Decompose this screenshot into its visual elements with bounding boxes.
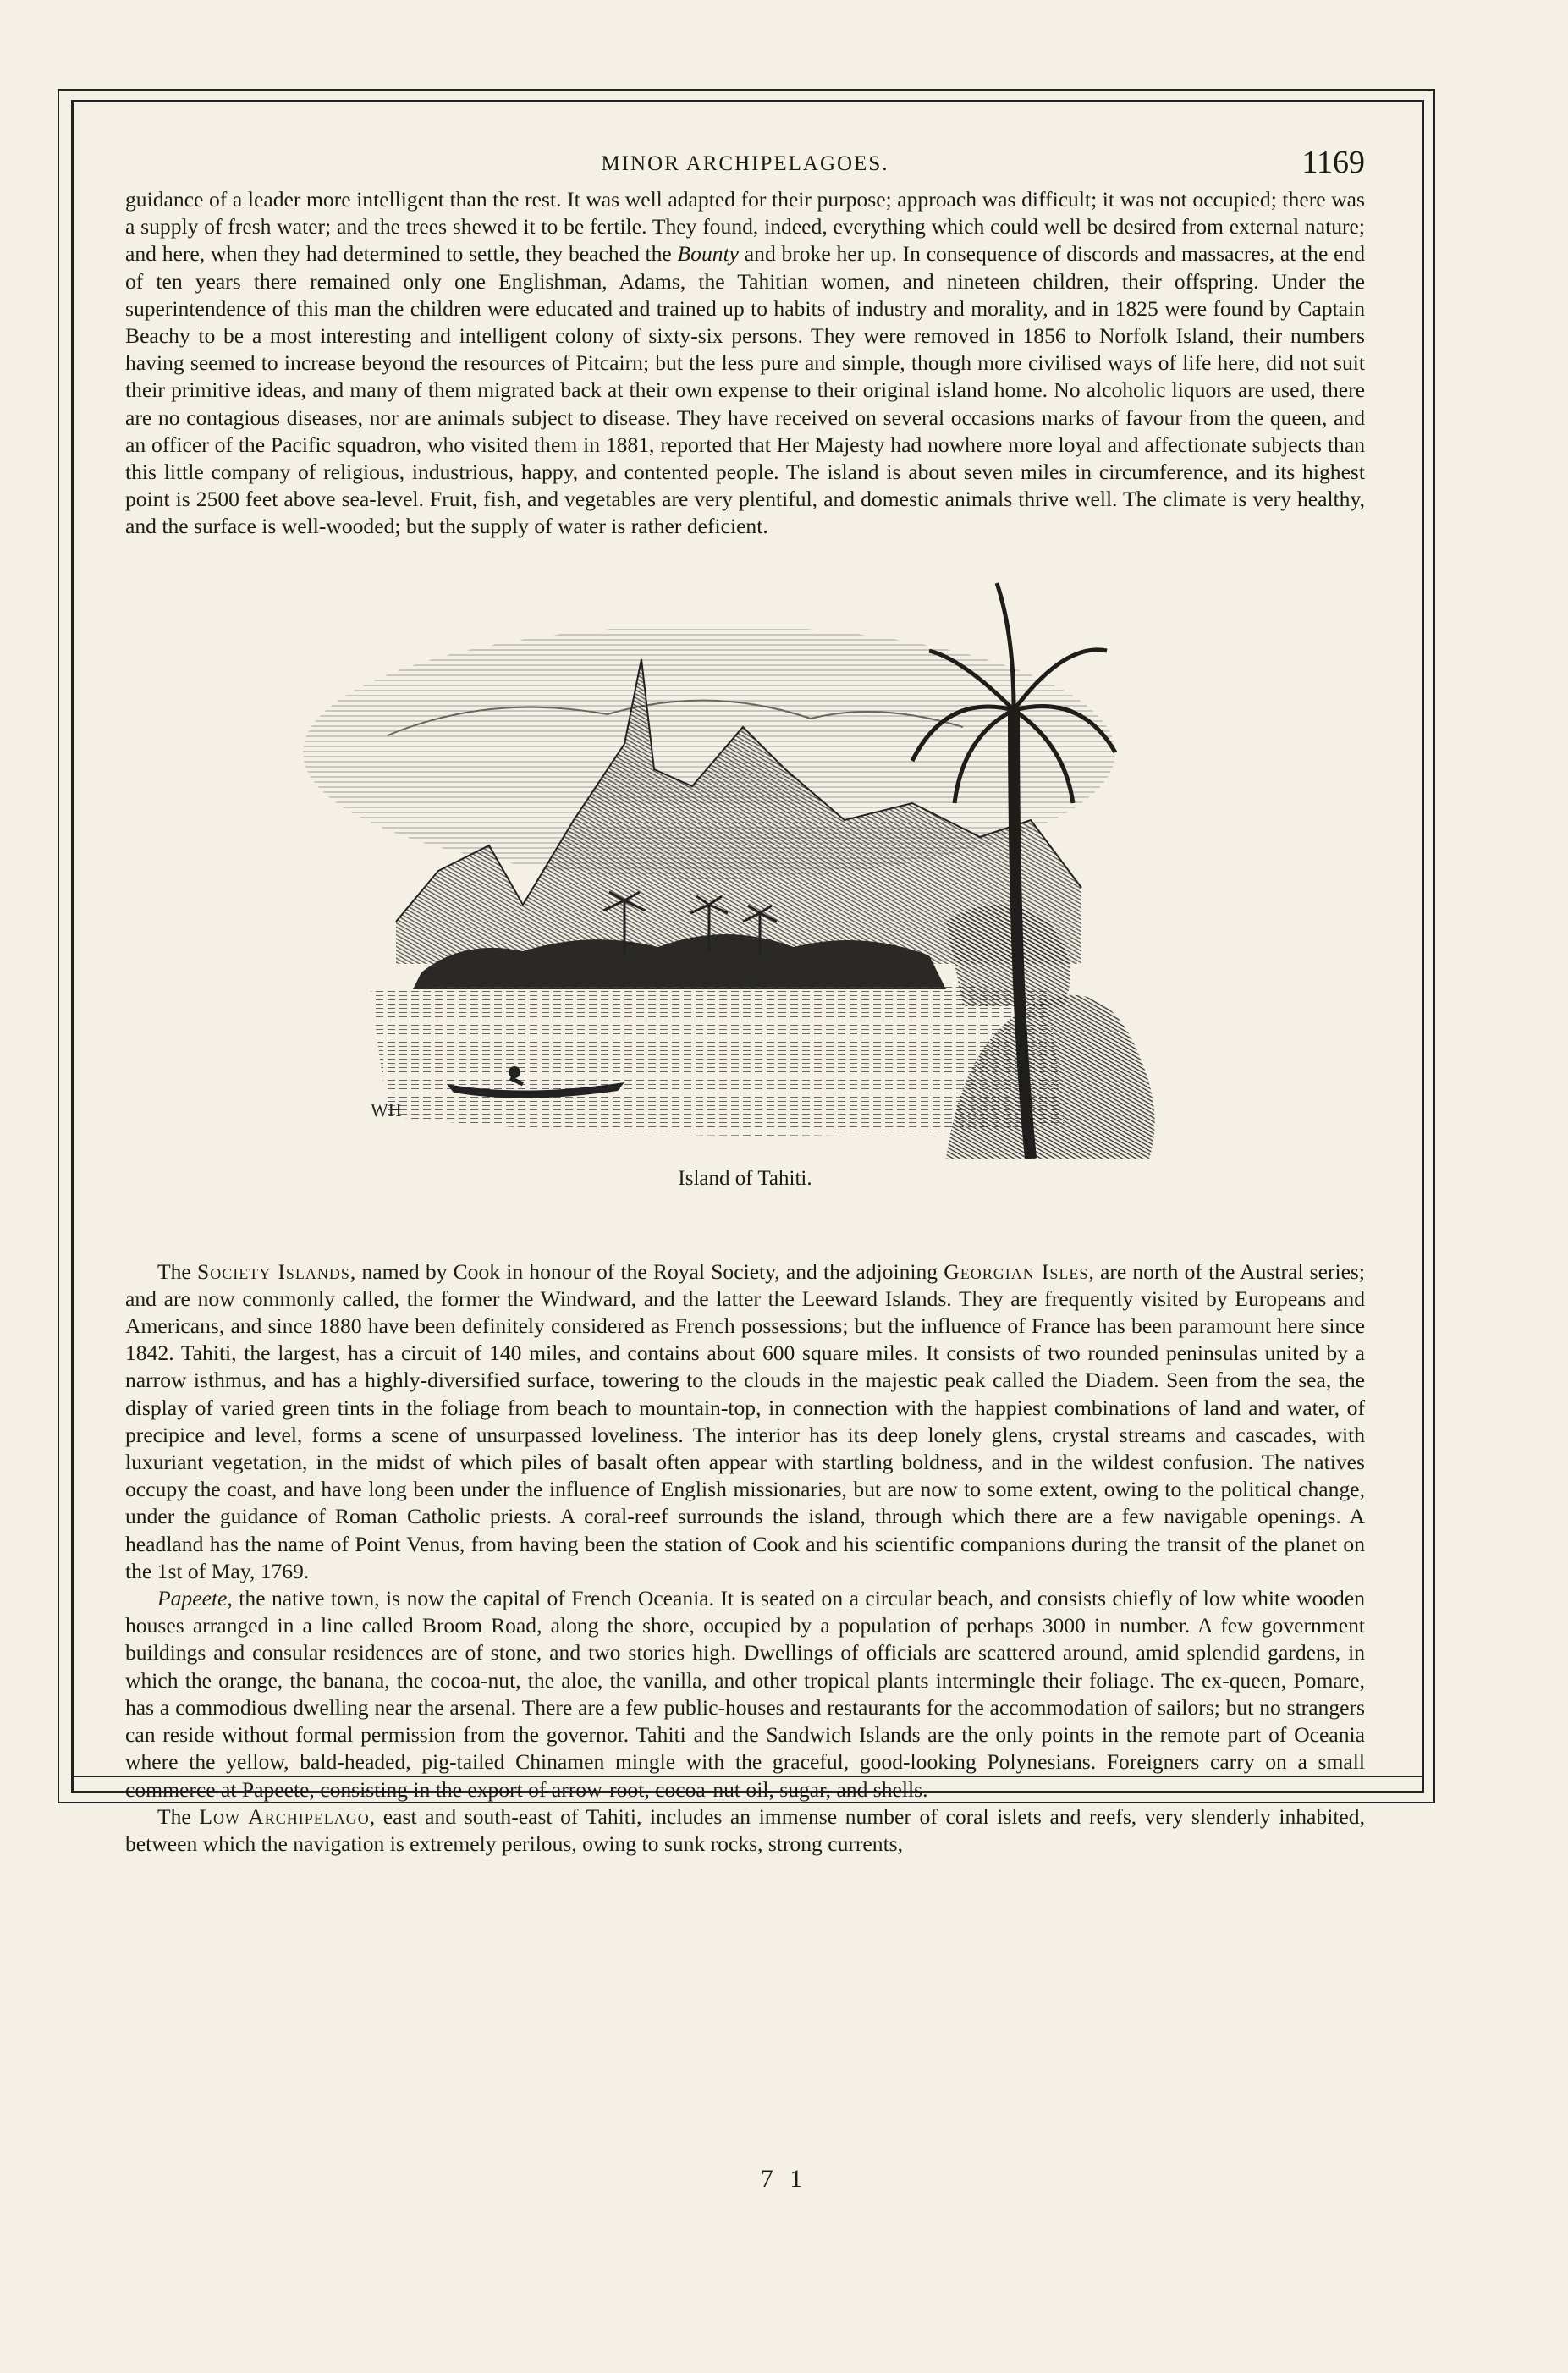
signature-mark: 7 1 xyxy=(760,2165,808,2193)
paragraph-pitcairn: guidance of a leader more intelligent than the rest. It was well adapted for their purpose; approach was difficult; it was not occupied; there was a supply of fresh water; and the trees shewed it to be fertile. They found, indeed, everything which could well be desired from external nature; and here, when they had determined to settle, they beached the Bounty and broke her up. In consequence of discords and massacres, at the end of ten years there remained only one Englishman, Adams, the Tahitian women, and nineteen children, their offspring. Under the superintendence of this man the children were educated and trained up to habits of industry and morality, and in 1825 were found by Captain Beachy to be a most interesting and intelligent colony of sixty-six persons. They were removed in 1856 to Norfolk Island, their numbers having seemed to increase beyond the resources of Pitcairn; but the less pure and simple, though more civilised ways of life here, did not suit their primitive ideas, and many of them migrated back at their own expense to their original island home. No alcoholic liquors are used, there are no contagious diseases, nor are animals subject to disease. They have received on several occasions marks of favour from the queen, and an officer of the Pacific squadron, who visited them in 1881, reported that Her Majesty had nowhere more loyal and affectionate subjects than this little company of religious, industrious, happy, and contented people. The island is about seven miles in circumference, and its highest point is 2500 feet above sea-level. Fruit, fish, and vegetables are very plentiful, and domestic animals thrive well. The climate is very healthy, and the surface is well-wooded; but the supply of water is rather deficient. xyxy=(125,187,1365,539)
engraver-monogram: WH xyxy=(371,1098,402,1120)
running-head-title: MINOR ARCHIPELAGOES. xyxy=(601,152,889,175)
tahiti-engraving xyxy=(269,566,1217,1159)
figure-caption: Island of Tahiti. xyxy=(678,1166,812,1190)
paragraph-low-archipelago: The Low Archipelago, east and south-east of Tahiti, includes an immense number of coral islets and reefs, very slenderly inhabited, between which the navigation is extremely perilous, owing to sunk rocks, strong currents, xyxy=(125,1803,1365,1856)
illustration-figure xyxy=(125,566,1365,1218)
page-content xyxy=(125,144,1365,1858)
section-society-islands xyxy=(125,1258,1365,1858)
page-number: 1169 xyxy=(1301,145,1365,180)
paragraph-society-islands: The Society Islands, named by Cook in honour of the Royal Society, and the adjoining Georgian Isles, are north of the Austral series; and are now commonly called, the former the Windward, and the latter the Leeward Islands. They are frequently visited by Europeans and Americans, and since 1880 have been definitely considered as French possessions; but the influence of France has been paramount here since 1842. Tahiti, the largest, has a circuit of 140 miles, and contains about 600 square miles. It consists of two rounded peninsulas united by a narrow isthmus, and has a highly-diversified surface, towering to the clouds in the majestic peak called the Diadem. Seen from the sea, the display of varied green tints in the foliage from beach to mountain-top, in connection with the happiest combinations of land and water, of precipice and level, forms a scene of unsurpassed loveliness. The interior has its deep lonely glens, crystal streams and cascades, with luxuriant vegetation, in the midst of which piles of basalt often appear with startling boldness, and in the wildest confusion. The natives occupy the coast, and have long been under the influence of English missionaries, but are now to some extent, owing to the political change, under the guidance of Roman Catholic priests. A coral-reef surrounds the island, through which there are a few navigable openings. A headland has the name of Point Venus, from having been the station of Cook and his scientific companions during the transit of the planet on the 1st of May, 1769. xyxy=(125,1258,1366,1583)
running-head xyxy=(125,144,1365,186)
paragraph-papeete: Papeete, the native town, is now the capital of French Oceania. It is seated on a circular beach, and consists chiefly of low white wooden houses arranged in a line called Broom Road, along the shore, occupied by a population of perhaps 3000 in number. A few government buildings and consular residences are of stone, and two stories high. Dwellings of officials are scattered around, amid splendid gardens, in which the orange, the banana, the cocoa-nut, the aloe, the vanilla, and other tropical plants intermingle their foliage. The ex-queen, Pomare, has a commodious dwelling near the arsenal. There are a few public-houses and restaurants for the accommodation of sailors; but no strangers can reside without formal permission from the governor. Tahiti and the Sandwich Islands are the only points in the remote part of Oceania where the yellow, bald-headed, pig-tailed Chinamen mingle with the graceful, good-looking Polynesians. Foreigners carry on a small commerce at Papeete, consisting in the export of arrow-root, cocoa-nut oil, sugar, and shells. xyxy=(125,1586,1365,1802)
